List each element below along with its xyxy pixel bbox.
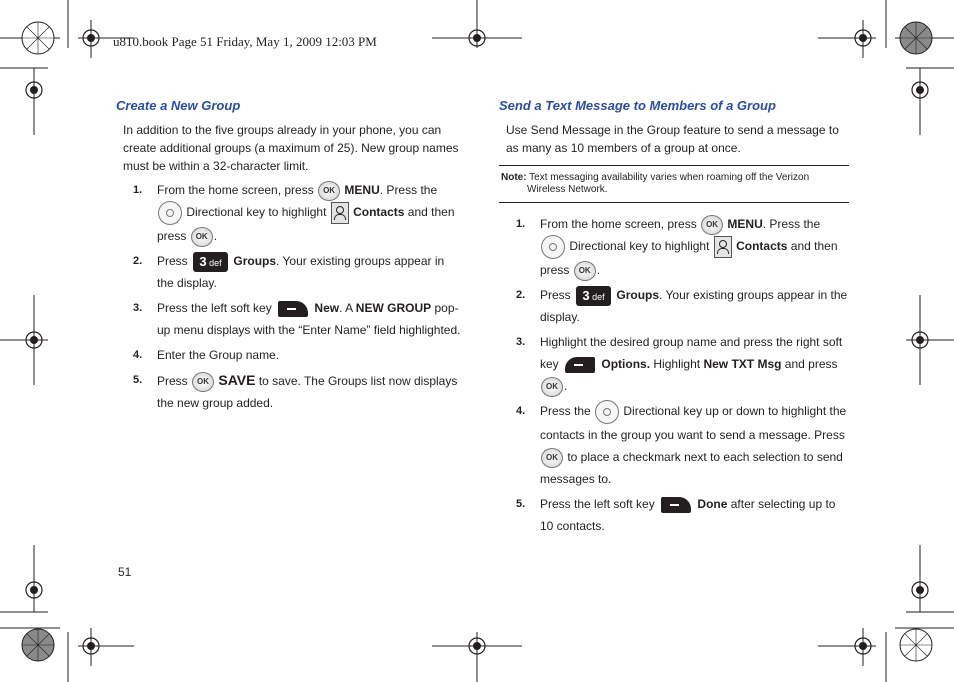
right-soft-key-icon [565,357,595,373]
new-label: New [314,301,340,315]
ok-key-icon: OK [541,377,563,397]
step-text: Press [540,288,571,302]
contacts-label: Contacts [736,239,788,254]
send-message-heading: Send a Text Message to Members of a Group [499,98,776,113]
step-text: and press [784,357,838,371]
page-number: 51 [118,565,132,579]
key-3-def-icon: 3 def [193,252,228,272]
step-text: . Press the [379,183,438,197]
step-text: Highlight the desired group name and press the right soft key [540,335,843,371]
step-text: From the home screen, press [540,217,697,231]
step-number: 5. [516,498,526,510]
step-text: to save. The Groups list now displays the new group added. [157,374,458,410]
print-header: u810.book Page 51 Friday, May 1, 2009 12:03 PM [113,34,377,49]
step-text: . Your existing groups appear in the display. [157,254,445,290]
create-group-steps [116,179,461,414]
list-item [116,344,461,366]
note-label: Note: [501,172,527,183]
step-number: 1. [133,184,143,196]
key-3-def-icon: 3 def [576,286,611,306]
step-number: 2. [133,255,143,267]
send-message-steps [499,213,849,537]
step-number: 4. [133,349,143,361]
create-group-intro: In addition to the five groups already in your phone, you can create additional groups (a maximum of 25). New group names must be within a 32-character limit. [123,123,459,173]
new-txt-msg-label: New TXT Msg [703,357,782,371]
directional-key-icon [158,201,182,225]
step-text: and then press [540,239,838,277]
left-soft-key-icon [661,497,691,513]
step-text: Highlight [653,357,701,371]
list-item [116,297,461,341]
step-text: Press [157,374,188,388]
step-text: and then press [157,205,455,243]
ok-key-icon: OK [541,448,563,468]
send-message-intro: Use Send Message in the Group feature to send a message to as many as 10 members of a group at once. [506,123,839,155]
step-text: Press the left soft key [540,497,655,511]
step-text: Enter the Group name. [157,348,280,362]
step-text: Directional key to highlight [569,239,710,254]
save-label: SAVE [218,372,256,388]
note-text: Text messaging availability varies when roaming off the Verizon Wireless Network. [527,172,810,195]
step-number: 3. [516,336,526,348]
step-number: 3. [133,302,143,314]
done-label: Done [697,497,728,511]
note-box [499,165,849,203]
ok-key-icon: OK [574,261,596,281]
step-number: 2. [516,289,526,301]
right-column [499,98,849,540]
step-text: . [213,229,218,243]
step-text: Press the [540,404,591,419]
ok-key-icon: OK [191,227,213,247]
left-soft-key-icon [278,301,308,317]
step-text: . [596,263,601,277]
step-number: 1. [516,218,526,230]
list-item [116,250,461,294]
step-text: From the home screen, press [157,183,314,197]
new-group-label: NEW GROUP [355,301,432,315]
step-text: . [564,379,568,393]
step-text: Directional key to highlight [186,205,327,220]
step-text: . Your existing groups appear in the display. [540,288,848,324]
step-number: 4. [516,405,526,417]
directional-key-icon [595,400,619,424]
contacts-label: Contacts [353,205,405,220]
menu-label: MENU [727,217,763,231]
contacts-icon [714,236,732,258]
ok-key-icon: OK [701,215,723,235]
step-text: Press the left soft key [157,301,272,315]
options-label: Options. [601,357,651,371]
create-group-heading: Create a New Group [116,98,241,113]
menu-label: MENU [344,183,380,197]
step-text: after selecting up to 10 contacts. [540,497,836,533]
step-text: . Press the [762,217,821,231]
directional-key-icon [541,235,565,259]
list-item [499,331,849,397]
list-item [499,400,849,490]
list-item [499,213,849,281]
groups-label: Groups [616,288,660,302]
list-item [116,179,461,247]
step-text: pop-up menu displays with the “Enter Name” field highlighted. [157,301,461,337]
list-item [499,493,849,537]
step-text: Directional key up or down to highlight the contacts in the group you want to send a message. Press [540,404,847,442]
ok-key-icon: OK [318,181,340,201]
step-text: Press [157,254,188,268]
step-text: to place a checkmark next to each selection to send messages to. [540,450,843,486]
groups-label: Groups [233,254,277,268]
contacts-icon [331,202,349,224]
list-item [499,284,849,328]
left-column [116,98,461,417]
step-text: . A [339,301,353,315]
step-number: 5. [133,374,143,386]
ok-key-icon: OK [192,372,214,392]
list-item [116,369,461,414]
